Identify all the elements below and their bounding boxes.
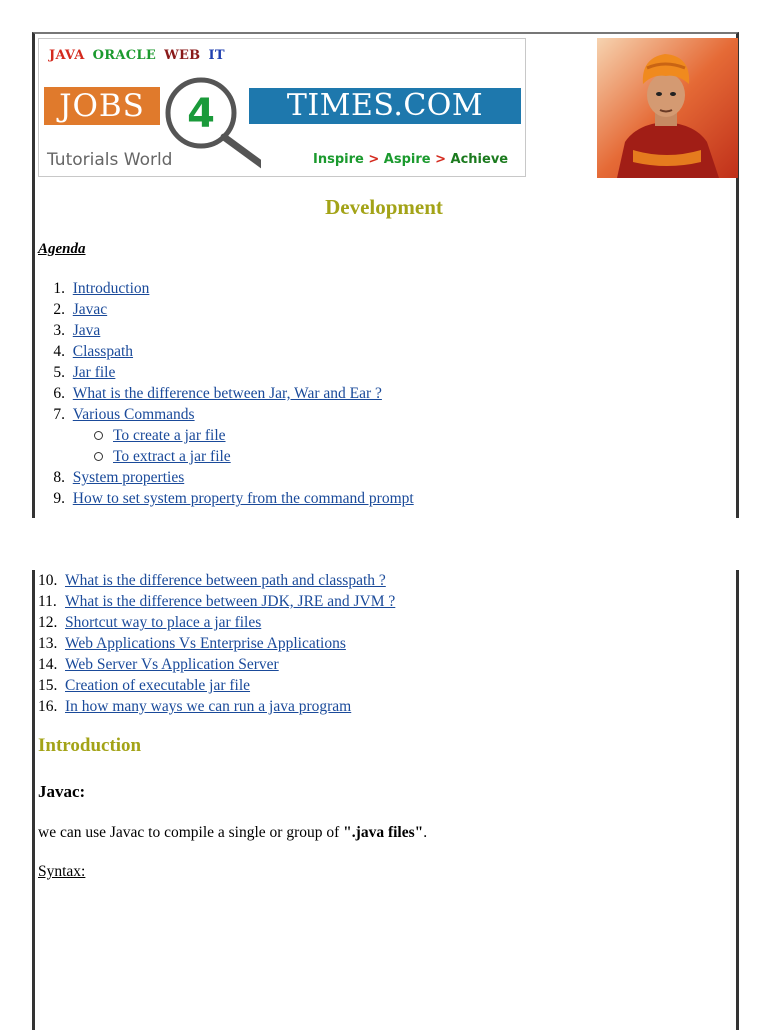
javac-paragraph-bold: ".java files" bbox=[343, 824, 424, 841]
motto-sep: > bbox=[430, 152, 451, 167]
toc-link-various-commands[interactable]: Various Commands bbox=[72, 406, 195, 423]
site-banner[interactable] bbox=[38, 38, 526, 177]
logo-times: TIMES.COM bbox=[249, 88, 521, 124]
toc-number: 15. bbox=[38, 677, 58, 694]
toc-item bbox=[38, 467, 414, 488]
toc-link-introduction[interactable]: Introduction bbox=[72, 280, 150, 297]
toc-subitem bbox=[38, 446, 414, 467]
toc-item bbox=[38, 320, 414, 341]
javac-paragraph bbox=[38, 824, 427, 842]
toc-number: 10. bbox=[38, 572, 58, 589]
toc-number: 7. bbox=[53, 406, 65, 423]
toc-item bbox=[38, 570, 395, 591]
banner-subtitle: Tutorials World bbox=[47, 150, 173, 170]
toc-item bbox=[38, 404, 414, 425]
toc-link-system-properties[interactable]: System properties bbox=[72, 469, 185, 486]
logo-number: 4 bbox=[187, 91, 215, 137]
toc-item bbox=[38, 488, 414, 509]
javac-heading: Javac: bbox=[38, 782, 86, 801]
toc-item bbox=[38, 383, 414, 404]
javac-paragraph-text: we can use Javac to compile a single or group of bbox=[38, 824, 344, 841]
toc-list-bottom bbox=[38, 570, 395, 717]
toc-link-executable-jar[interactable]: Creation of executable jar file bbox=[65, 677, 251, 694]
magnifier-icon bbox=[161, 75, 261, 175]
portrait-image bbox=[597, 38, 738, 178]
toc-link-classpath[interactable]: Classpath bbox=[72, 343, 134, 360]
circle-bullet-icon bbox=[94, 452, 103, 461]
page-title: Development bbox=[325, 195, 443, 219]
toc-link-jar-war-ear[interactable]: What is the difference between Jar, War and Ear ? bbox=[72, 385, 382, 402]
toc-link-java[interactable]: Java bbox=[72, 322, 101, 339]
toc-link-extract-jar[interactable]: To extract a jar file bbox=[113, 448, 231, 465]
toc-number: 11. bbox=[38, 593, 57, 610]
logo-jobs: JOBS bbox=[44, 87, 160, 125]
toc-number: 9. bbox=[53, 490, 65, 507]
tag-web: WEB bbox=[164, 48, 201, 63]
toc-number: 12. bbox=[38, 614, 58, 631]
introduction-heading: Introduction bbox=[38, 735, 142, 756]
toc-link-shortcut-jar[interactable]: Shortcut way to place a jar files bbox=[65, 614, 262, 631]
toc-link-jdk-jre-jvm[interactable]: What is the difference between JDK, JRE and JVM ? bbox=[65, 593, 396, 610]
javac-paragraph-end: . bbox=[423, 824, 428, 841]
toc-list-top bbox=[38, 278, 414, 509]
motto-achieve: Achieve bbox=[450, 152, 509, 167]
toc-number: 4. bbox=[53, 343, 65, 360]
motto-aspire: Aspire bbox=[383, 152, 431, 167]
toc-number: 8. bbox=[53, 469, 65, 486]
toc-item bbox=[38, 278, 414, 299]
banner-motto bbox=[313, 152, 508, 167]
toc-item bbox=[38, 696, 395, 717]
toc-number: 14. bbox=[38, 656, 58, 673]
toc-number: 1. bbox=[53, 280, 65, 297]
motto-inspire: Inspire bbox=[313, 152, 364, 167]
toc-link-webserver-vs-appserver[interactable]: Web Server Vs Application Server bbox=[65, 656, 279, 673]
toc-link-create-jar[interactable]: To create a jar file bbox=[113, 427, 226, 444]
syntax-label: Syntax: bbox=[38, 863, 86, 880]
toc-number: 5. bbox=[53, 364, 65, 381]
toc-number: 2. bbox=[53, 301, 65, 318]
toc-number: 6. bbox=[53, 385, 65, 402]
tag-it: IT bbox=[208, 48, 225, 63]
toc-item bbox=[38, 299, 414, 320]
tag-java: JAVA bbox=[49, 48, 85, 63]
toc-subitem bbox=[38, 425, 414, 446]
toc-item bbox=[38, 591, 395, 612]
toc-link-set-system-property[interactable]: How to set system property from the command prompt bbox=[72, 490, 414, 507]
tag-oracle: ORACLE bbox=[92, 48, 157, 63]
circle-bullet-icon bbox=[94, 431, 103, 440]
toc-item bbox=[38, 362, 414, 383]
motto-sep: > bbox=[363, 152, 384, 167]
toc-link-path-classpath[interactable]: What is the difference between path and classpath ? bbox=[65, 572, 386, 589]
toc-item bbox=[38, 341, 414, 362]
toc-item bbox=[38, 612, 395, 633]
toc-number: 16. bbox=[38, 698, 58, 715]
toc-link-jar-file[interactable]: Jar file bbox=[72, 364, 116, 381]
toc-link-web-vs-enterprise[interactable]: Web Applications Vs Enterprise Applications bbox=[65, 635, 346, 652]
toc-item bbox=[38, 633, 395, 654]
toc-item bbox=[38, 675, 395, 696]
toc-number: 13. bbox=[38, 635, 58, 652]
toc-item bbox=[38, 654, 395, 675]
toc-link-run-java-program[interactable]: In how many ways we can run a java program bbox=[65, 698, 352, 715]
banner-tags bbox=[49, 48, 233, 63]
agenda-heading: Agenda bbox=[38, 241, 86, 257]
toc-number: 3. bbox=[53, 322, 65, 339]
toc-link-javac[interactable]: Javac bbox=[72, 301, 108, 318]
